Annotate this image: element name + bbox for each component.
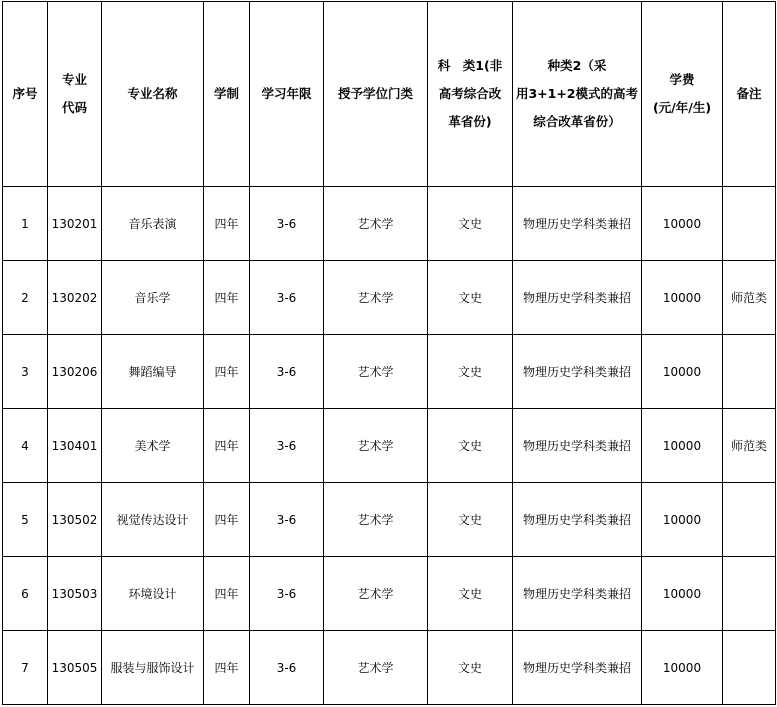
- cell-no: 7: [3, 631, 48, 705]
- cell-note: [723, 557, 776, 631]
- cell-category-2: 物理历史学科类兼招: [513, 557, 642, 631]
- cell-category-2: 物理历史学科类兼招: [513, 187, 642, 261]
- cell-category-1: 文史: [428, 483, 513, 557]
- cell-system: 四年: [204, 631, 250, 705]
- header-line: 高考综合改: [438, 86, 502, 101]
- table-row: [3, 409, 776, 483]
- cell-code: 130503: [48, 557, 102, 631]
- cell-name: 舞蹈编导: [102, 335, 204, 409]
- cell-degree: 艺术学: [324, 483, 428, 557]
- cell-code: 130505: [48, 631, 102, 705]
- header-line: 种类2（采: [547, 58, 607, 73]
- cell-category-2: 物理历史学科类兼招: [513, 483, 642, 557]
- cell-no: 2: [3, 261, 48, 335]
- cell-fee: 10000: [642, 335, 723, 409]
- header-note: [723, 2, 776, 187]
- cell-no: 4: [3, 409, 48, 483]
- cell-name: 音乐表演: [102, 187, 204, 261]
- cell-years: 3-6: [250, 409, 324, 483]
- header-line: 用3+1+2模式的高考: [515, 86, 639, 101]
- cell-category-2: 物理历史学科类兼招: [513, 631, 642, 705]
- cell-category-1: 文史: [428, 335, 513, 409]
- cell-category-1: 文史: [428, 409, 513, 483]
- cell-note: [723, 187, 776, 261]
- header-line: 综合改革省份）: [533, 114, 621, 129]
- cell-fee: 10000: [642, 187, 723, 261]
- cell-fee: 10000: [642, 409, 723, 483]
- header-line: 学制: [213, 86, 239, 101]
- header-name: [102, 2, 204, 187]
- header-line: 学习年限: [261, 86, 312, 101]
- cell-code: 130206: [48, 335, 102, 409]
- cell-note: [723, 483, 776, 557]
- table-row: [3, 557, 776, 631]
- header-category-1: [428, 2, 513, 187]
- header-line: 专业: [61, 72, 87, 87]
- cell-category-2: 物理历史学科类兼招: [513, 409, 642, 483]
- cell-code: 130202: [48, 261, 102, 335]
- cell-system: 四年: [204, 557, 250, 631]
- cell-degree: 艺术学: [324, 187, 428, 261]
- cell-system: 四年: [204, 335, 250, 409]
- cell-no: 1: [3, 187, 48, 261]
- table-row: [3, 631, 776, 705]
- cell-code: 130201: [48, 187, 102, 261]
- cell-system: 四年: [204, 261, 250, 335]
- cell-fee: 10000: [642, 483, 723, 557]
- cell-degree: 艺术学: [324, 557, 428, 631]
- table-row: [3, 187, 776, 261]
- cell-code: 130502: [48, 483, 102, 557]
- table-row: [3, 483, 776, 557]
- cell-name: 环境设计: [102, 557, 204, 631]
- cell-note: 师范类: [723, 409, 776, 483]
- header-code: [48, 2, 102, 187]
- cell-name: 美术学: [102, 409, 204, 483]
- header-fee: [642, 2, 723, 187]
- header-row: [3, 2, 776, 187]
- cell-category-1: 文史: [428, 557, 513, 631]
- cell-note: 师范类: [723, 261, 776, 335]
- cell-years: 3-6: [250, 261, 324, 335]
- header-line: 科 类1(非: [437, 58, 503, 73]
- cell-no: 6: [3, 557, 48, 631]
- cell-years: 3-6: [250, 557, 324, 631]
- program-table-wrapper: [2, 1, 776, 705]
- cell-no: 3: [3, 335, 48, 409]
- cell-no: 5: [3, 483, 48, 557]
- header-years: [250, 2, 324, 187]
- cell-note: [723, 335, 776, 409]
- program-table: [2, 1, 776, 705]
- table-row: [3, 261, 776, 335]
- cell-fee: 10000: [642, 631, 723, 705]
- header-line: 革省份): [448, 114, 492, 129]
- header-line: 专业名称: [127, 86, 178, 101]
- cell-category-1: 文史: [428, 187, 513, 261]
- cell-fee: 10000: [642, 261, 723, 335]
- cell-category-2: 物理历史学科类兼招: [513, 261, 642, 335]
- cell-years: 3-6: [250, 187, 324, 261]
- header-line: 代码: [61, 100, 87, 115]
- header-system: [204, 2, 250, 187]
- cell-category-2: 物理历史学科类兼招: [513, 335, 642, 409]
- cell-years: 3-6: [250, 483, 324, 557]
- cell-category-1: 文史: [428, 631, 513, 705]
- cell-name: 视觉传达设计: [102, 483, 204, 557]
- cell-category-1: 文史: [428, 261, 513, 335]
- header-line: 学费: [669, 72, 695, 87]
- cell-years: 3-6: [250, 335, 324, 409]
- cell-degree: 艺术学: [324, 261, 428, 335]
- header-no: [3, 2, 48, 187]
- table-row: [3, 335, 776, 409]
- cell-degree: 艺术学: [324, 631, 428, 705]
- header-degree: [324, 2, 428, 187]
- cell-system: 四年: [204, 187, 250, 261]
- cell-years: 3-6: [250, 631, 324, 705]
- cell-degree: 艺术学: [324, 409, 428, 483]
- cell-fee: 10000: [642, 557, 723, 631]
- header-category-2: [513, 2, 642, 187]
- cell-code: 130401: [48, 409, 102, 483]
- header-line: 备注: [736, 86, 762, 101]
- cell-degree: 艺术学: [324, 335, 428, 409]
- cell-note: [723, 631, 776, 705]
- cell-name: 音乐学: [102, 261, 204, 335]
- header-line: 授予学位门类: [337, 86, 413, 101]
- cell-name: 服装与服饰设计: [102, 631, 204, 705]
- header-line: 序号: [12, 86, 38, 101]
- cell-system: 四年: [204, 483, 250, 557]
- header-line: (元/年/生): [652, 100, 712, 115]
- cell-system: 四年: [204, 409, 250, 483]
